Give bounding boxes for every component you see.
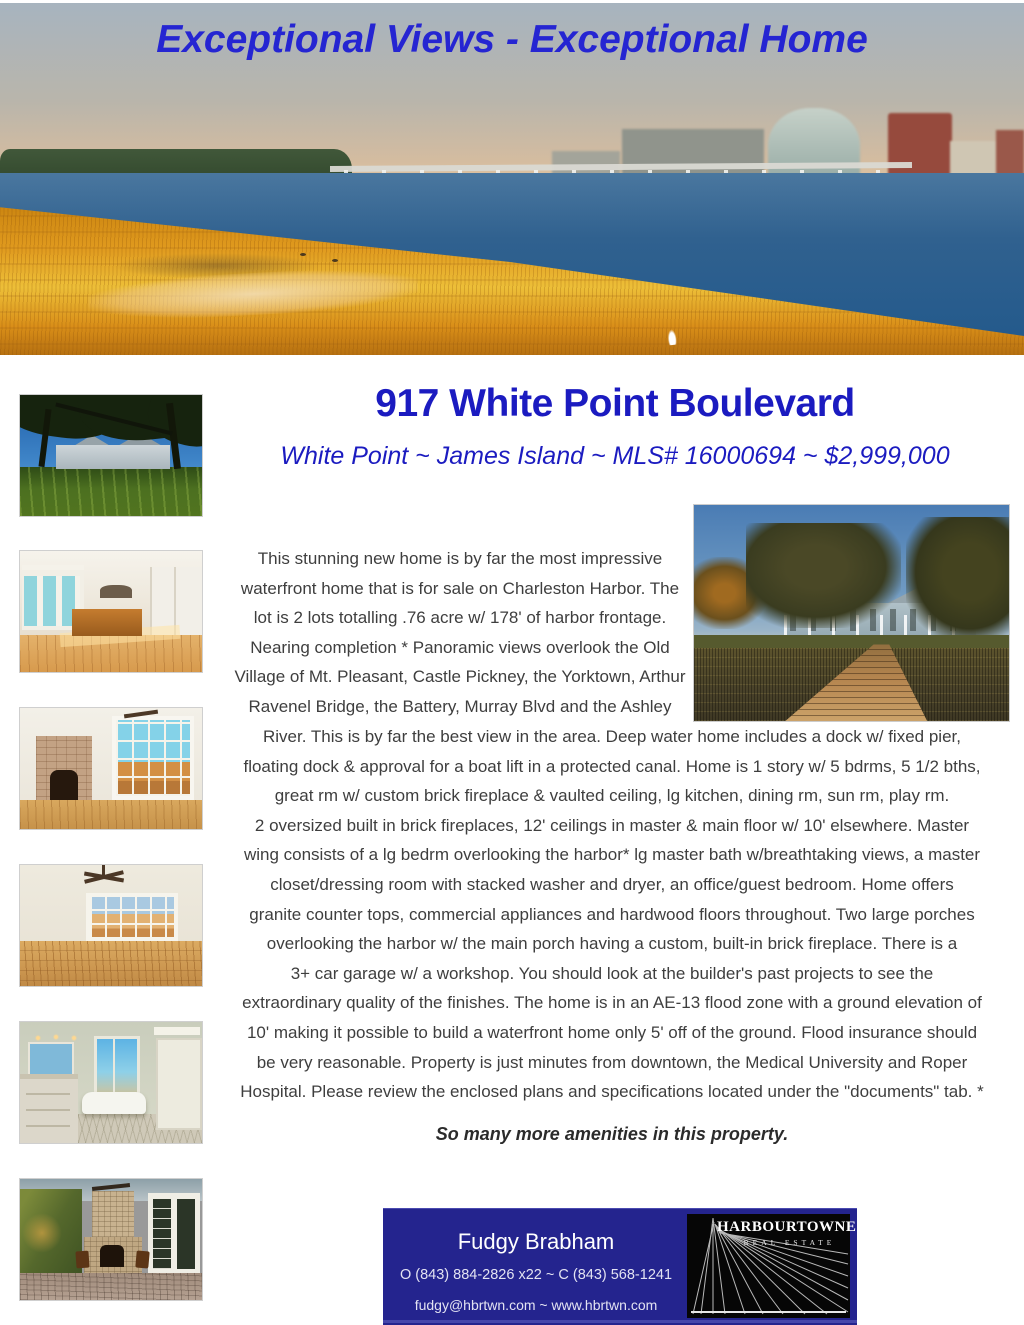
firebox-graphic (50, 770, 78, 800)
range-hood-graphic (100, 585, 132, 598)
body-line: 10' making it possible to build a waterfront home only 5' off of the ground. Flood insurance should (246, 1022, 978, 1042)
brick-paver-floor-graphic (20, 1273, 202, 1300)
photo-house-dusk-boardwalk (693, 504, 1010, 722)
harbourtowne-logo (687, 1214, 857, 1318)
body-line: closet/dressing room with stacked washer and dryer, an office/guest bedroom. Home offers (270, 874, 954, 894)
wood-floor-graphic (20, 800, 202, 829)
agent-phone-line: O (843) 884-2826 x22 ~ C (843) 568-1241 (399, 1267, 673, 1283)
bird-graphic (332, 259, 338, 262)
body-line: Village of Mt. Pleasant, Castle Pickney, the Yorktown, Arthur (234, 667, 686, 687)
body-line: great rm w/ custom brick fireplace & vaulted ceiling, lg kitchen, dining rm, sun rm, play rm. (274, 786, 950, 806)
body-line: Nearing completion * Panoramic views overlook the Old (250, 637, 670, 657)
body-line: Hospital. Please review the enclosed plans and specifications located under the "documents" tab. * (240, 1082, 984, 1102)
body-line: waterfront home that is for sale on Charleston Harbor. The (240, 578, 680, 598)
body-line: River. This is by far the best view in the area. Deep water home includes a dock w/ fixed pier, (263, 727, 961, 746)
lawn-graphic (20, 467, 202, 516)
door-graphic (156, 1038, 202, 1130)
house-graphic (56, 445, 170, 469)
body-line: 2 oversized built in brick fireplaces, 12' ceilings in master & main floor w/ 10' elsewhere. Master (254, 815, 970, 835)
transom-graphic (154, 1027, 200, 1035)
wood-floor-graphic (20, 941, 202, 986)
body-line: overlooking the harbor w/ the main porch having a custom, built-in brick fireplace. There is a (266, 934, 958, 954)
vanity-graphic (20, 1074, 78, 1144)
thumbnail-bedroom-harbor-view (19, 864, 203, 987)
rocking-chair-graphic (75, 1251, 89, 1269)
property-address-title: 917 White Point Boulevard (375, 382, 855, 425)
body-line: 3+ car garage w/ a workshop. You should look at the builder's past projects to see the (290, 963, 934, 983)
sunlight-graphic (22, 1213, 62, 1253)
window-grid-graphic (90, 897, 174, 939)
description-paragraph-top (228, 544, 692, 722)
thumbnail-porch-fireplace (19, 1178, 203, 1301)
body-line: wing consists of a lg bedrm overlooking the harbor* lg master bath w/breathtaking views, a master (243, 845, 981, 865)
bird-graphic (300, 253, 306, 256)
window-grid-graphic (116, 720, 190, 796)
firebox-graphic (100, 1245, 124, 1267)
body-line: be very reasonable. Property is just minutes from downtown, the Medical University and Roper (256, 1052, 968, 1072)
bathtub-graphic (82, 1092, 146, 1114)
kitchen-island-graphic (72, 609, 142, 636)
thumbnail-kitchen-island (19, 550, 203, 673)
mirror-graphic (28, 1042, 74, 1076)
brand-name: HARBOURTOWNE (717, 1219, 857, 1235)
body-line: Ravenel Bridge, the Battery, Murray Blvd and the Ashley (248, 696, 672, 716)
listing-subtitle: White Point ~ James Island ~ MLS# 16000694 ~ $2,999,000 (280, 442, 950, 470)
egret-graphic (666, 328, 678, 346)
tree-graphic (746, 523, 901, 628)
body-line: lot is 2 lots totalling .76 acre w/ 178' of harbor frontage. (253, 608, 667, 628)
agent-name: Fudgy Brabham (457, 1229, 615, 1254)
door-glass-graphic (153, 1199, 171, 1269)
rocking-chair-graphic (135, 1250, 149, 1268)
thumbnail-exterior-under-oaks (19, 394, 203, 517)
brand-tagline: REAL ESTATE (743, 1238, 836, 1247)
flyer-headline: Exceptional Views - Exceptional Home (156, 18, 868, 61)
thumbnail-great-room-fireplace (19, 707, 203, 830)
hero-photo-marsh-harbor (0, 3, 1024, 355)
agent-contact-line: fudgy@hbrtwn.com ~ www.hbrtwn.com (414, 1297, 658, 1313)
thumbnail-master-bath (19, 1021, 203, 1144)
vanity-lights-graphic (32, 1034, 80, 1042)
body-line: extraordinary quality of the finishes. The home is in an AE-13 flood zone with a ground elevation of (242, 993, 982, 1013)
closing-tagline: So many more amenities in this property. (435, 1124, 789, 1144)
body-line: floating dock & approval for a boat lift in a protected canal. Home is 1 story w/ 5 bdrms, 5 1/2 bths, (243, 756, 981, 776)
tree-graphic (906, 517, 1010, 639)
body-line: This stunning new home is by far the most impressive (257, 549, 663, 568)
description-paragraph-bottom (217, 722, 1007, 1107)
agent-card (383, 1208, 857, 1325)
body-line: granite counter tops, commercial appliances and hardwood floors throughout. Two large porches (249, 904, 975, 924)
